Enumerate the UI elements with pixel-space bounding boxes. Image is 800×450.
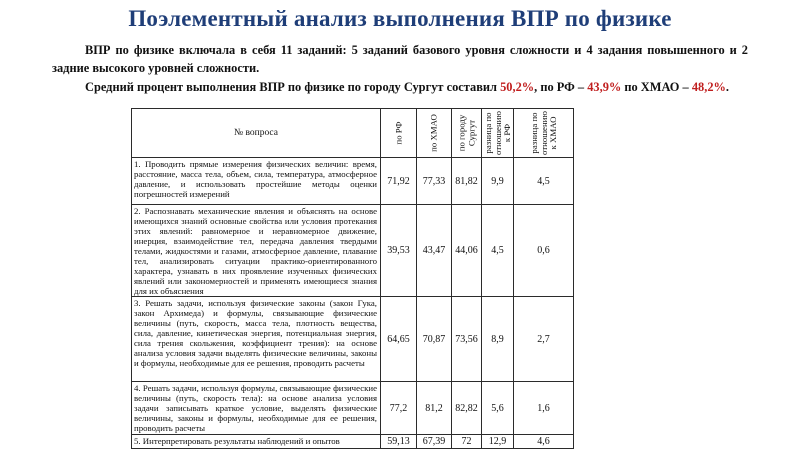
table-row	[132, 158, 574, 205]
table-row	[132, 297, 574, 382]
diff-rf-cell: 8,9	[482, 297, 514, 382]
intro-paragraph-1: ВПР по физике включала в себя 11 заданий: 5 заданий базового уровня сложности и 4 задания повышенного и 2 задние высокого уровней сложности.	[52, 43, 748, 75]
diff-rf-cell: 9,9	[482, 158, 514, 205]
value-rf-percent: 43,9%	[587, 80, 622, 95]
rf-cell: 64,65	[381, 297, 417, 382]
surgut-cell: 82,82	[452, 382, 482, 435]
col-header-rf: по РФ	[381, 109, 417, 158]
table-row	[132, 435, 574, 449]
surgut-cell: 72	[452, 435, 482, 449]
hmao-cell: 67,39	[417, 435, 452, 449]
diff-hmao-cell: 0,6	[514, 205, 574, 297]
question-cell: 2. Распознавать механические явления и объяснять на основе имеющихся знаний основные свойства или условия протекания этих явлений: равномерное и неравномерное движение, инерция, взаимодействие тел, передача давления твердыми телами, жидкостями и газами, атмосферное давление, плавание тел, анализировать ситуации практико-ориентированного характера, узнавать в них проявление изученных физических явлений или закономерностей и применять имеющиеся знания для их объяснения	[132, 205, 381, 297]
rf-cell: 39,53	[381, 205, 417, 297]
value-surgut-percent: 50,2%	[500, 80, 535, 95]
results-table-wrap	[131, 108, 574, 449]
results-table	[131, 108, 574, 449]
hmao-cell: 70,87	[417, 297, 452, 382]
diff-rf-cell: 4,5	[482, 205, 514, 297]
intro-paragraph-2-prefix: Средний процент выполнения ВПР по физике по городу Сургут составил	[85, 80, 501, 95]
table-row	[132, 205, 574, 297]
hmao-cell: 43,47	[417, 205, 452, 297]
diff-rf-cell: 12,9	[482, 435, 514, 449]
col-header-diff-hmao: разница по отношению к ХМАО	[514, 109, 574, 158]
value-hmao-percent: 48,2%	[691, 80, 726, 95]
diff-hmao-cell: 2,7	[514, 297, 574, 382]
hmao-cell: 81,2	[417, 382, 452, 435]
rf-cell: 71,92	[381, 158, 417, 205]
question-cell: 5. Интерпретировать результаты наблюдений и опытов	[132, 435, 381, 449]
rf-cell: 59,13	[381, 435, 417, 449]
intro-block	[0, 42, 800, 97]
question-cell: 3. Решать задачи, используя физические законы (закон Гука, закон Архимеда) и формулы, связывающие физические величины (путь, скорость, масса тела, плотность вещества, сила, давление, кинетическая энергия, потенциальная энергия, сила трения скольжения, коэффициент трения): на основе анализа условия задачи выделять физические величины, законы и формулы, необходимые для ее решения, проводить расчеты	[132, 297, 381, 382]
question-cell: 1. Проводить прямые измерения физических величин: время, расстояние, масса тела, объем, сила, температура, атмосферное давление, и использовать простейшие методы оценки погрешностей измерений	[132, 158, 381, 205]
page-title: Поэлементный анализ выполнения ВПР по физике	[128, 6, 672, 31]
diff-hmao-cell: 4,5	[514, 158, 574, 205]
intro-paragraph-2-mid1: , по РФ –	[534, 80, 588, 95]
diff-hmao-cell: 1,6	[514, 382, 574, 435]
surgut-cell: 73,56	[452, 297, 482, 382]
col-header-diff-rf: разница по отношению к РФ	[482, 109, 514, 158]
table-row	[132, 382, 574, 435]
surgut-cell: 81,82	[452, 158, 482, 205]
hmao-cell: 77,33	[417, 158, 452, 205]
diff-rf-cell: 5,6	[482, 382, 514, 435]
intro-paragraph-2-mid2: по ХМАО –	[621, 80, 692, 95]
surgut-cell: 44,06	[452, 205, 482, 297]
intro-paragraph-2	[52, 79, 748, 97]
rf-cell: 77,2	[381, 382, 417, 435]
col-header-hmao: по ХМАО	[417, 109, 452, 158]
diff-hmao-cell: 4,6	[514, 435, 574, 449]
question-cell: 4. Решать задачи, используя формулы, связывающие физические величины (путь, скорость тела): на основе анализа условия задачи записывать краткое условие, выделять физические величины, законы и формулы, необходимые для ее решения, проводить расчеты	[132, 382, 381, 435]
col-header-surgut: по городу Сургут	[452, 109, 482, 158]
table-header-row	[132, 109, 574, 158]
col-header-question: № вопроса	[132, 109, 381, 158]
intro-paragraph-2-end: .	[725, 80, 730, 95]
